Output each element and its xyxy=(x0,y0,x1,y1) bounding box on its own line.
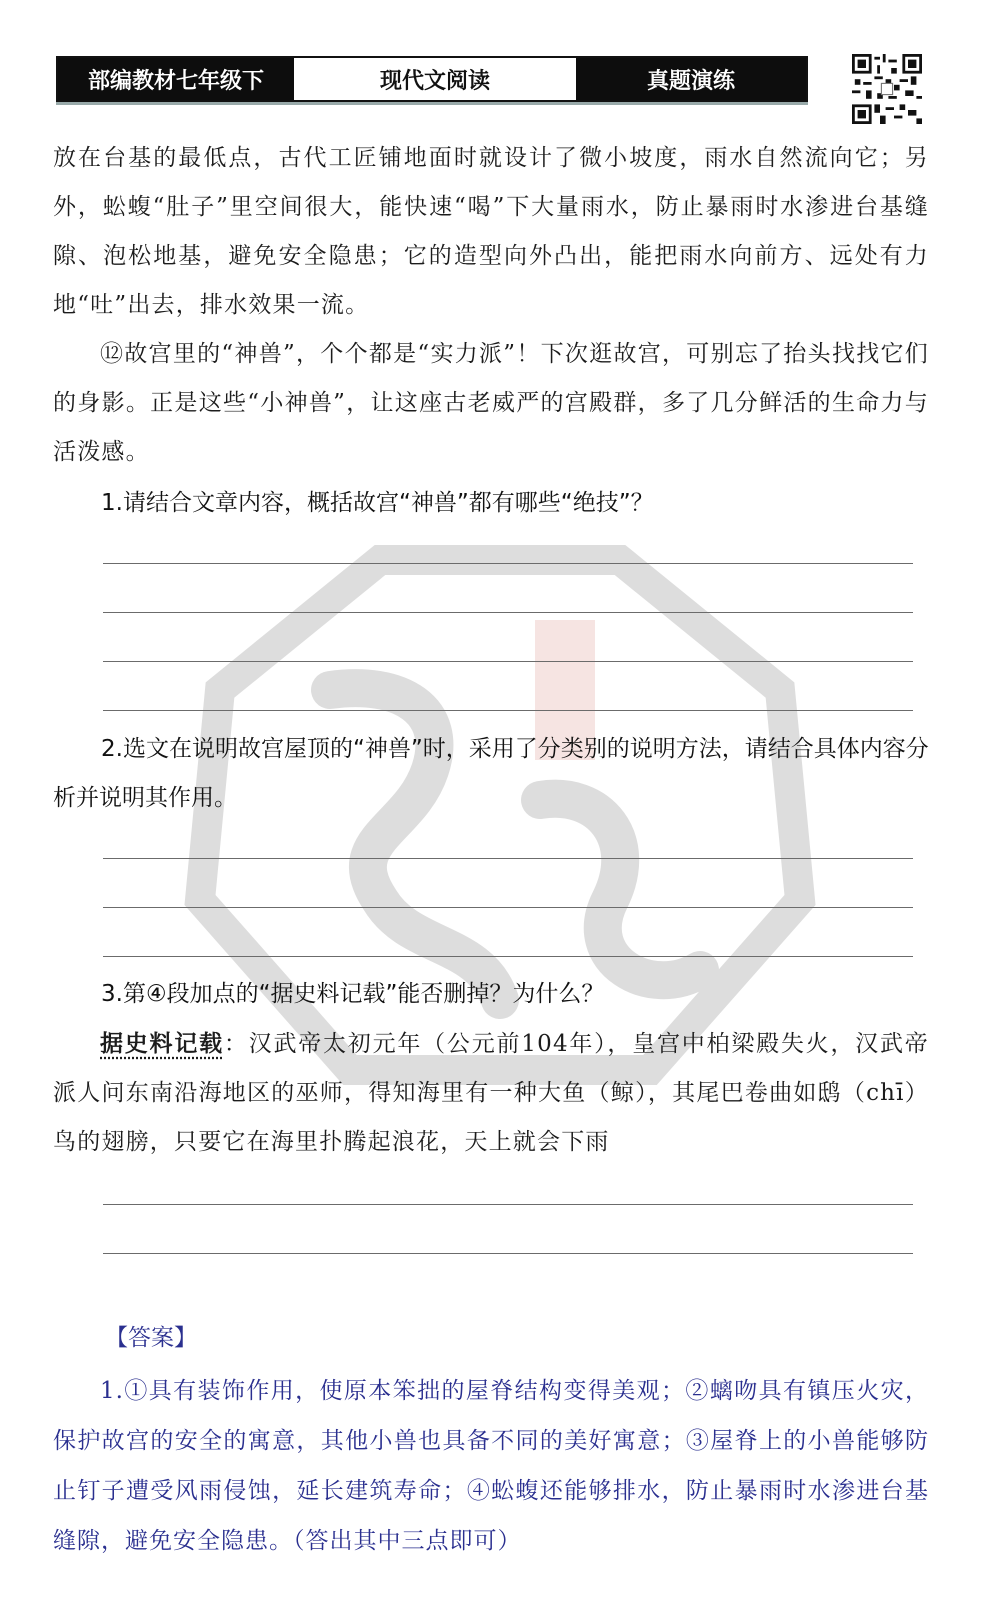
answer-heading: 【答案】 xyxy=(105,1325,197,1351)
header-bar xyxy=(56,56,808,102)
question-2: 2.选文在说明故宫屋顶的“神兽”时，采用了分类别的说明方法，请结合具体内容分析并说明其作用。 xyxy=(53,736,929,811)
answer-line xyxy=(103,1253,913,1254)
header-grade: 部编教材七年级下 xyxy=(58,58,294,100)
answer-line xyxy=(103,563,913,564)
question-3-material xyxy=(53,1019,929,1167)
header-section: 现代文阅读 xyxy=(294,58,576,100)
answer-line xyxy=(103,710,913,711)
question-1: 1.请结合文章内容，概括故宫“神兽”都有哪些“绝技”？ xyxy=(101,490,654,516)
answer-line xyxy=(103,612,913,613)
answer-line xyxy=(103,858,913,859)
answer-line xyxy=(103,661,913,662)
material-colon: ： xyxy=(223,1031,249,1057)
answer-line xyxy=(103,907,913,908)
material-text: 汉武帝太初元年（公元前104年），皇宫中柏梁殿失火，汉武帝派人问东南沿海地区的巫师，得知海里有一种大鱼（鲸），其尾巴卷曲如鸱（chī）鸟的翅膀，只要它在海里扑腾起浪花，天上就会下雨 xyxy=(53,1031,929,1155)
passage-paragraph-11-end: 放在台基的最低点，古代工匠铺地面时就设计了微小坡度，雨水自然流向它；另外，蚣蝮“肚子”里空间很大，能快速“喝”下大量雨水，防止暴雨时水渗进台基缝隙、泡松地基，避免安全隐患；它的造型向外凸出，能把雨水向前方、远处有力地“吐”出去，排水效果一流。 xyxy=(53,145,929,318)
answer-line xyxy=(103,956,913,957)
qr-code-icon xyxy=(852,54,922,124)
material-label: 据史料记载 xyxy=(100,1030,224,1057)
answer-1: 1.①具有装饰作用，使原本笨拙的屋脊结构变得美观；②螭吻具有镇压火灾，保护故宫的安全的寓意，其他小兽也具备不同的美好寓意；③屋脊上的小兽能够防止钉子遭受风雨侵蚀，延长建筑寿命；④蚣蝮还能够排水，防止暴雨时水渗进台基缝隙，避免安全隐患。（答出其中三点即可） xyxy=(53,1378,929,1554)
header-exercise: 真题演练 xyxy=(576,58,806,100)
answer-line xyxy=(103,1204,913,1205)
passage-paragraph-12: ⑫故宫里的“神兽”，个个都是“实力派”！下次逛故宫，可别忘了抬头找找它们的身影。正是这些“小神兽”，让这座古老威严的宫殿群，多了几分鲜活的生命力与活泼感。 xyxy=(53,341,929,465)
question-3: 3.第④段加点的“据史料记载”能否删掉？为什么？ xyxy=(101,981,605,1007)
